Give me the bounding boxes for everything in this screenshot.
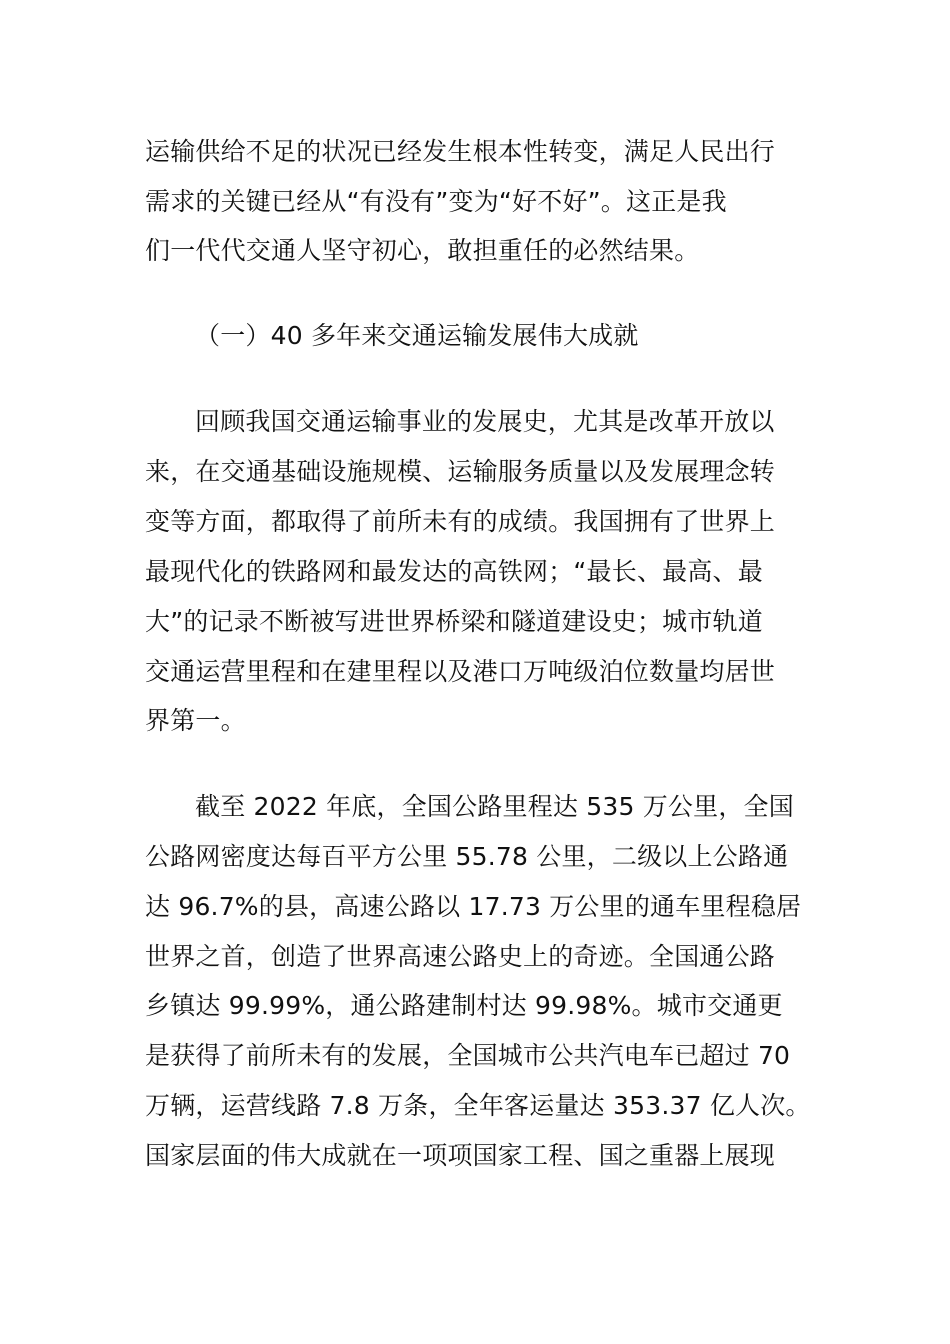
paragraph-4-line-2: 公路网密度达每百平方公里 55.78 公里，二级以上公路通 xyxy=(145,842,789,871)
paragraph-3-line-1: 回顾我国交通运输事业的发展史，尤其是改革开放以 xyxy=(195,407,775,436)
paragraph-3-line-2: 来，在交通基础设施规模、运输服务质量以及发展理念转 xyxy=(145,457,776,486)
paragraph-4-line-7: 万辆，运营线路 7.8 万条，全年客运量达 353.37 亿人次。 xyxy=(145,1091,811,1120)
paragraph-4-line-1: 截至 2022 年底，全国公路里程达 535 万公里，全国 xyxy=(195,792,794,821)
paragraph-1-line-2: 需求的关键已经从“有没有”变为“好不好”。这正是我 xyxy=(145,187,727,216)
paragraph-1-line-3: 们一代代交通人坚守初心，敢担重任的必然结果。 xyxy=(145,236,700,265)
paragraph-3-line-6: 交通运营里程和在建里程以及港口万吨级泊位数量均居世 xyxy=(145,657,776,686)
paragraph-4-line-4: 世界之首，创造了世界高速公路史上的奇迹。全国通公路 xyxy=(145,942,776,971)
section-heading: （一）40 多年来交通运输发展伟大成就 xyxy=(195,321,639,350)
paragraph-4-line-8: 国家层面的伟大成就在一项项国家工程、国之重器上展现 xyxy=(145,1141,776,1170)
paragraph-3-line-5: 大”的记录不断被写进世界桥梁和隧道建设史；城市轨道 xyxy=(145,607,763,636)
paragraph-4-line-5: 乡镇达 99.99%，通公路建制村达 99.98%。城市交通更 xyxy=(145,991,783,1020)
paragraph-4-line-3: 达 96.7%的县，高速公路以 17.73 万公里的通车里程稳居 xyxy=(145,892,802,921)
paragraph-1-line-1: 运输供给不足的状况已经发生根本性转变，满足人民出行 xyxy=(145,137,776,166)
paragraph-4-line-6: 是获得了前所未有的发展，全国城市公共汽电车已超过 70 xyxy=(145,1041,791,1070)
paragraph-3-line-4: 最现代化的铁路网和最发达的高铁网；“最长、最高、最 xyxy=(145,557,763,586)
paragraph-3-line-3: 变等方面，都取得了前所未有的成绩。我国拥有了世界上 xyxy=(145,507,776,536)
paragraph-3-line-7: 界第一。 xyxy=(145,706,246,735)
